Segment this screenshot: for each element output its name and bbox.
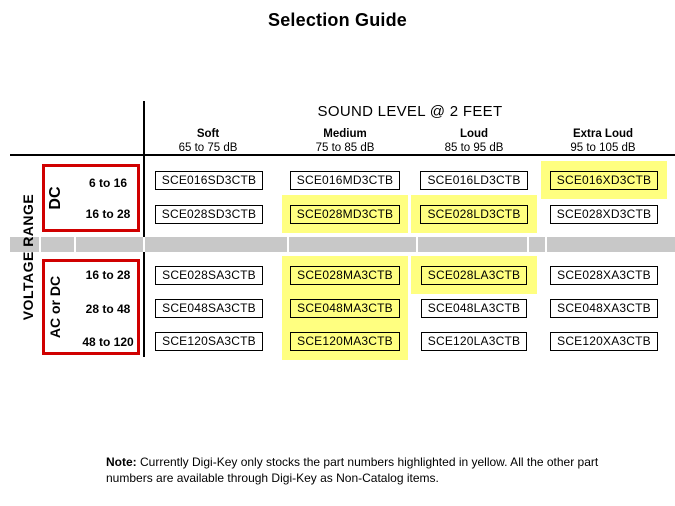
note-line-2: numbers are available through Digi-Key as Non-Catalog items. <box>106 471 439 485</box>
part-number: SCE028XD3CTB <box>550 205 658 224</box>
column-name: Medium <box>323 128 367 140</box>
part-number: SCE028LA3CTB <box>421 266 527 285</box>
table-cell-highlighted <box>282 195 408 233</box>
voltage-label: 28 to 48 <box>85 302 131 316</box>
table-cell <box>541 322 667 360</box>
part-number: SCE028XA3CTB <box>550 266 658 285</box>
table-cell <box>146 195 272 233</box>
part-number: SCE028MA3CTB <box>290 266 400 285</box>
column-name: Extra Loud <box>572 128 634 140</box>
voltage-label: 6 to 16 <box>88 176 127 190</box>
column-header-soft <box>145 127 271 155</box>
voltage-label: 48 to 120 <box>82 335 134 349</box>
table-cell-highlighted <box>541 161 667 199</box>
column-range: 65 to 75 dB <box>178 142 238 154</box>
part-number: SCE016MD3CTB <box>290 171 400 190</box>
part-number: SCE048MA3CTB <box>290 299 400 318</box>
part-number: SCE048XA3CTB <box>550 299 658 318</box>
column-header-extra-loud <box>540 127 666 155</box>
voltage-label: 16 to 28 <box>85 207 131 221</box>
header-vertical-divider <box>143 101 145 357</box>
column-name: Soft <box>196 128 220 140</box>
sound-level-header: SOUND LEVEL @ 2 FEET <box>317 103 503 120</box>
part-number: SCE016LD3CTB <box>420 171 527 190</box>
column-header-loud <box>411 127 537 155</box>
part-number: SCE016SD3CTB <box>155 171 263 190</box>
part-number: SCE048SA3CTB <box>155 299 263 318</box>
table-cell <box>411 161 537 199</box>
voltage-label: 16 to 28 <box>85 268 131 282</box>
table-cell-highlighted <box>282 322 408 360</box>
column-range: 75 to 85 dB <box>315 142 375 154</box>
voltage-range-label: VOLTAGE RANGE <box>20 193 36 321</box>
part-number: SCE120XA3CTB <box>550 332 658 351</box>
part-number: SCE048LA3CTB <box>421 299 527 318</box>
part-number: SCE120SA3CTB <box>155 332 263 351</box>
table-cell <box>541 195 667 233</box>
table-cell <box>282 161 408 199</box>
part-number: SCE028SD3CTB <box>155 205 263 224</box>
ac-dc-group-label: AC or DC <box>47 275 63 339</box>
footnote <box>106 454 671 486</box>
part-number: SCE120LA3CTB <box>421 332 527 351</box>
table-cell <box>146 161 272 199</box>
column-range: 95 to 105 dB <box>570 142 636 154</box>
table-cell <box>411 322 537 360</box>
part-number: SCE120MA3CTB <box>290 332 400 351</box>
part-number: SCE028MD3CTB <box>290 205 400 224</box>
dc-group-label: DC <box>47 186 64 210</box>
column-header-medium <box>282 127 408 155</box>
part-number: SCE028LD3CTB <box>420 205 527 224</box>
column-range: 85 to 95 dB <box>444 142 504 154</box>
header-horizontal-divider <box>10 154 675 156</box>
note-line-1: Currently Digi-Key only stocks the part numbers highlighted in yellow. All the other part <box>136 455 599 469</box>
table-cell-highlighted <box>411 195 537 233</box>
part-number: SCE016XD3CTB <box>550 171 658 190</box>
group-separator-band <box>10 237 675 252</box>
column-name: Loud <box>459 128 489 140</box>
page-title: Selection Guide <box>267 10 408 30</box>
note-label: Note: <box>106 455 137 469</box>
part-number: SCE028SA3CTB <box>155 266 263 285</box>
table-cell <box>146 322 272 360</box>
